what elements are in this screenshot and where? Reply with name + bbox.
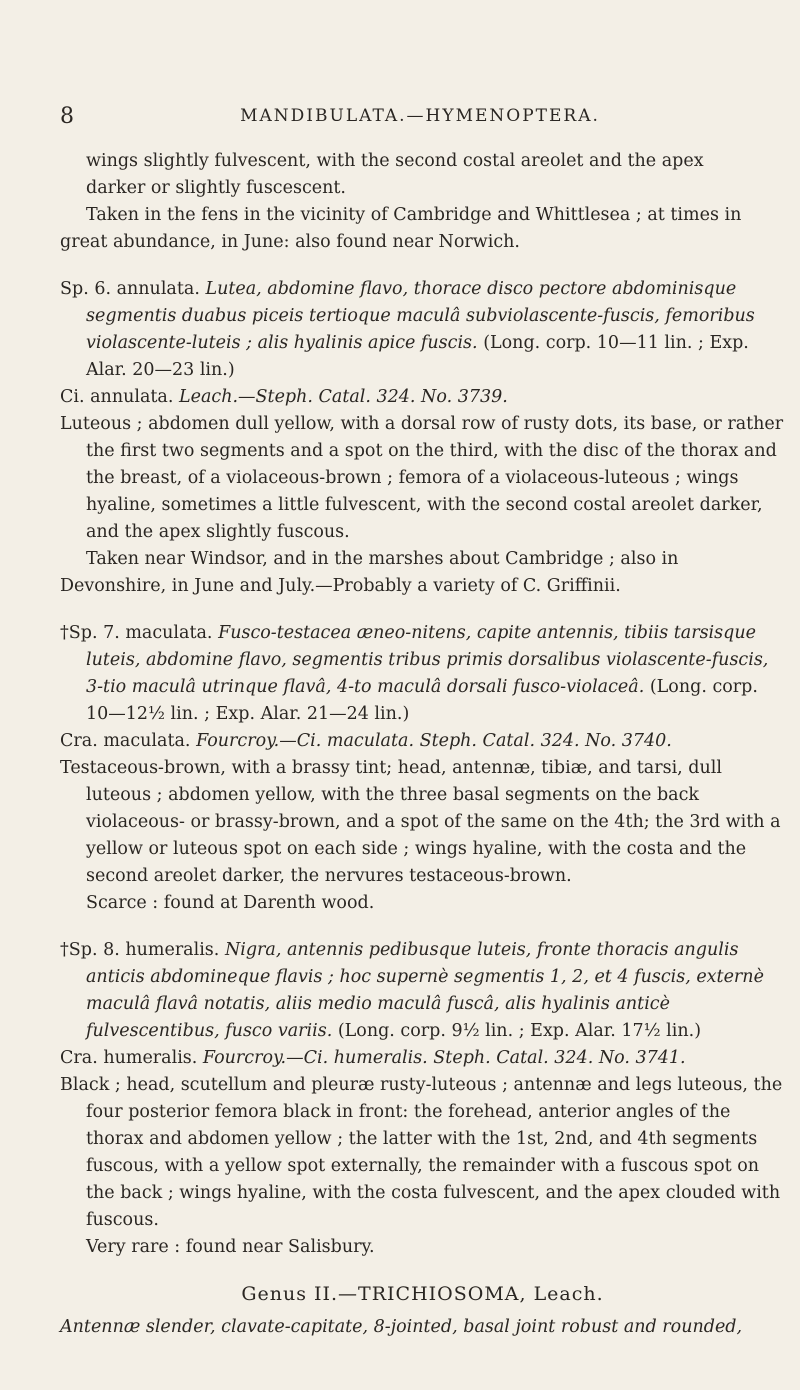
species-6-synonym-name: Ci. annulata. xyxy=(60,387,174,407)
page-body xyxy=(60,148,785,1341)
running-head: MANDIBULATA.—HYMENOPTERA. xyxy=(240,106,600,126)
species-8-number: †Sp. 8. humeralis. xyxy=(60,940,220,960)
species-6-description: Luteous ; abdomen dull yellow, with a dorsal row of rusty dots, its base, or rather the first two segments and a spot on the third, with the disc of the thorax and the breast, of a violaceous-brown ; femora of a violaceous-luteous ; wings hyaline, sometimes a little fulvescent, with the second costal areolet darker, and the apex slightly fuscous. xyxy=(60,414,784,542)
page-header xyxy=(60,104,780,134)
genus-text xyxy=(60,1314,785,1341)
species-7-description: Testaceous-brown, with a brassy tint; head, antennæ, tibiæ, and tarsi, dull luteous ; abdomen yellow, with the three basal segments on the back violaceous- or brassy-brown, and a spot of the same on the 4th; the 3rd with a yellow or luteous spot on each side ; wings hyaline, with the costa and the second areolet darker, the nervures testaceous-brown. xyxy=(60,758,781,886)
species-6-latin: Lutea, abdomine flavo, thorace disco pectore abdominisque segmentis duabus piceis tertioque maculâ subviolascente-fuscis, femoribus violascente-luteis ; alis hyalinis apice fuscis. xyxy=(86,279,755,353)
species-7-measure: (Long. corp. 10—12½ lin. ; Exp. Alar. 21—24 lin.) xyxy=(86,677,758,724)
intro-line-1: wings slightly fulvescent, with the second costal areolet and the apex xyxy=(86,151,704,171)
species-7-synonymy xyxy=(60,728,785,755)
intro-line-2: darker or slightly fuscescent. xyxy=(86,178,346,198)
species-8-synonym-ref: Fourcroy.—Ci. humeralis. Steph. Catal. 324. No. 3741. xyxy=(202,1048,686,1068)
species-8-locality: Very rare : found near Salisbury. xyxy=(86,1237,375,1257)
species-7-latin: Fusco-testacea æneo-nitens, capite antennis, tibiis tarsisque luteis, abdomine flavo, segmentis tribus primis dorsalibus violascente-fuscis, 3-tio maculâ utrinque flavâ, 4-to maculâ dorsali fusco-violaceâ. xyxy=(86,623,769,697)
species-6-diagnosis xyxy=(60,276,785,384)
genus-heading: Genus II.—TRICHIOSOMA, Leach. xyxy=(241,1283,604,1305)
species-8-synonymy xyxy=(60,1045,785,1072)
species-7-synonym-name: Cra. maculata. xyxy=(60,731,191,751)
species-6-number: Sp. 6. annulata. xyxy=(60,279,200,299)
species-6-synonym-ref: Leach.—Steph. Catal. 324. No. 3739. xyxy=(179,387,508,407)
species-7-synonym-ref: Fourcroy.—Ci. maculata. Steph. Catal. 324. No. 3740. xyxy=(196,731,672,751)
species-7-number: †Sp. 7. maculata. xyxy=(60,623,213,643)
species-6-locality: Taken near Windsor, and in the marshes about Cambridge ; also in Devonshire, in June and July.—Probably a variety of C. Griffinii. xyxy=(60,549,679,596)
species-7-diagnosis xyxy=(60,620,785,728)
genus-description: Antennæ slender, clavate-capitate, 8-jointed, basal joint robust and rounded, xyxy=(60,1317,743,1337)
species-7-locality: Scarce : found at Darenth wood. xyxy=(86,893,375,913)
species-6-measure: (Long. corp. 10—11 lin. ; Exp. Alar. 20—23 lin.) xyxy=(86,333,749,380)
species-8-description: Black ; head, scutellum and pleuræ rusty-luteous ; antennæ and legs luteous, the four posterior femora black in front: the forehead, anterior angles of the thorax and abdomen yellow ; the latter with the 1st, 2nd, and 4th segments fuscous, with a yellow spot externally, the remainder with a fuscous spot on the back ; wings hyaline, with the costa fulvescent, and the apex clouded with fuscous. xyxy=(60,1075,783,1230)
page-number: 8 xyxy=(60,104,74,129)
species-8-synonym-name: Cra. humeralis. xyxy=(60,1048,198,1068)
intro-locality: Taken in the fens in the vicinity of Cambridge and Whittlesea ; at times in great abundance, in June: also found near Norwich. xyxy=(60,205,742,252)
species-8-diagnosis xyxy=(60,937,785,1045)
species-6-synonymy xyxy=(60,384,785,411)
species-8-measure: (Long. corp. 9½ lin. ; Exp. Alar. 17½ lin.) xyxy=(337,1021,702,1041)
species-8-latin: Nigra, antennis pedibusque luteis, fronte thoracis angulis anticis abdomineque flavis ; hoc supernè segmentis 1, 2, et 4 fuscis, externè maculâ flavâ notatis, aliis medio maculâ fuscâ, alis hyalinis anticè fulvescentibus, fusco variis. xyxy=(86,940,764,1041)
